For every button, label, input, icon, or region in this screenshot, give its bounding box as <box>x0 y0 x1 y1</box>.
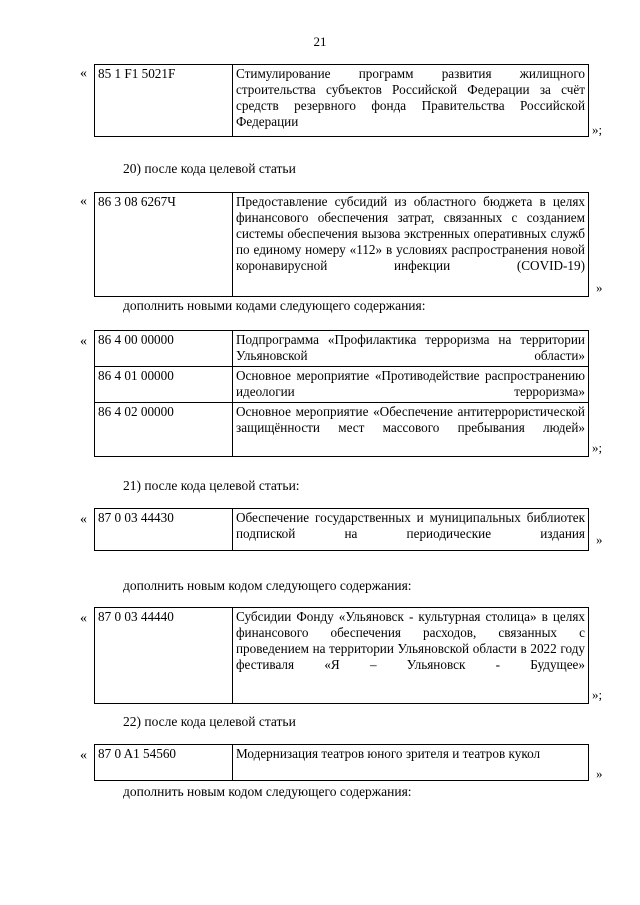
target-description: Модернизация театров юного зрителя и театров кукол <box>233 745 589 781</box>
paragraph-item-21: 21) после кода целевой статьи: <box>123 478 300 493</box>
opening-quote: « <box>80 748 87 763</box>
table-row <box>95 193 589 297</box>
paragraph-additional-code-2: дополнить новым кодом следующего содержания: <box>123 784 412 799</box>
target-description: Стимулирование программ развития жилищного строительства субъектов Российской Федерации за счёт средств резервного фонда Правительства Российской Федерации <box>233 65 589 137</box>
target-description: Подпрограмма «Профилактика терроризма на территории Ульяновской области» <box>233 331 589 367</box>
code-table <box>94 192 589 297</box>
target-description: Обеспечение государственных и муниципальных библиотек подпиской на периодические издания <box>233 509 589 551</box>
target-description: Основное мероприятие «Обеспечение антитеррористической защищённости мест массового пребывания людей» <box>233 403 589 457</box>
opening-quote: « <box>80 334 87 349</box>
table-row <box>95 367 589 403</box>
target-code: 85 1 F1 5021F <box>95 65 233 137</box>
target-code: 87 0 03 44440 <box>95 608 233 704</box>
paragraph-item-22: 22) после кода целевой статьи <box>123 714 296 729</box>
closing-quote: »; <box>592 687 603 702</box>
code-table <box>94 607 589 704</box>
closing-quote: » <box>596 766 603 781</box>
target-code: 87 0 03 44430 <box>95 509 233 551</box>
code-table <box>94 744 589 781</box>
table-row <box>95 608 589 704</box>
opening-quote: « <box>80 194 87 209</box>
page-number: 21 <box>313 34 327 49</box>
closing-quote: »; <box>592 122 603 137</box>
target-code: 86 4 01 00000 <box>95 367 233 403</box>
target-code: 86 4 00 00000 <box>95 331 233 367</box>
table-row <box>95 403 589 457</box>
paragraph-additional-code: дополнить новым кодом следующего содержания: <box>123 578 412 593</box>
target-code: 86 3 08 6267Ч <box>95 193 233 297</box>
paragraph-additional-codes: дополнить новыми кодами следующего содержания: <box>123 298 426 313</box>
target-code: 87 0 A1 54560 <box>95 745 233 781</box>
table-row <box>95 331 589 367</box>
closing-quote: » <box>596 280 603 295</box>
code-table <box>94 64 589 137</box>
target-code: 86 4 02 00000 <box>95 403 233 457</box>
opening-quote: « <box>80 66 87 81</box>
closing-quote: »; <box>592 440 603 455</box>
closing-quote: » <box>596 532 603 547</box>
opening-quote: « <box>80 512 87 527</box>
target-description: Субсидии Фонду «Ульяновск - культурная столица» в целях финансового обеспечения расходов, связанных с проведением на территории Ульяновской области в 2022 году фестиваля «Я – Ульяновск - Будущее» <box>233 608 589 704</box>
paragraph-item-20: 20) после кода целевой статьи <box>123 161 296 176</box>
opening-quote: « <box>80 611 87 626</box>
table-row <box>95 745 589 781</box>
code-table <box>94 330 589 457</box>
target-description: Основное мероприятие «Противодействие распространению идеологии терроризма» <box>233 367 589 403</box>
target-description: Предоставление субсидий из областного бюджета в целях финансового обеспечения затрат, связанных с созданием системы обеспечения вызова экстренных оперативных служб по единому номеру «112» в условиях распространения новой коронавирусной инфекции (COVID-19) <box>233 193 589 297</box>
code-table <box>94 508 589 551</box>
table-row <box>95 65 589 137</box>
table-row <box>95 509 589 551</box>
